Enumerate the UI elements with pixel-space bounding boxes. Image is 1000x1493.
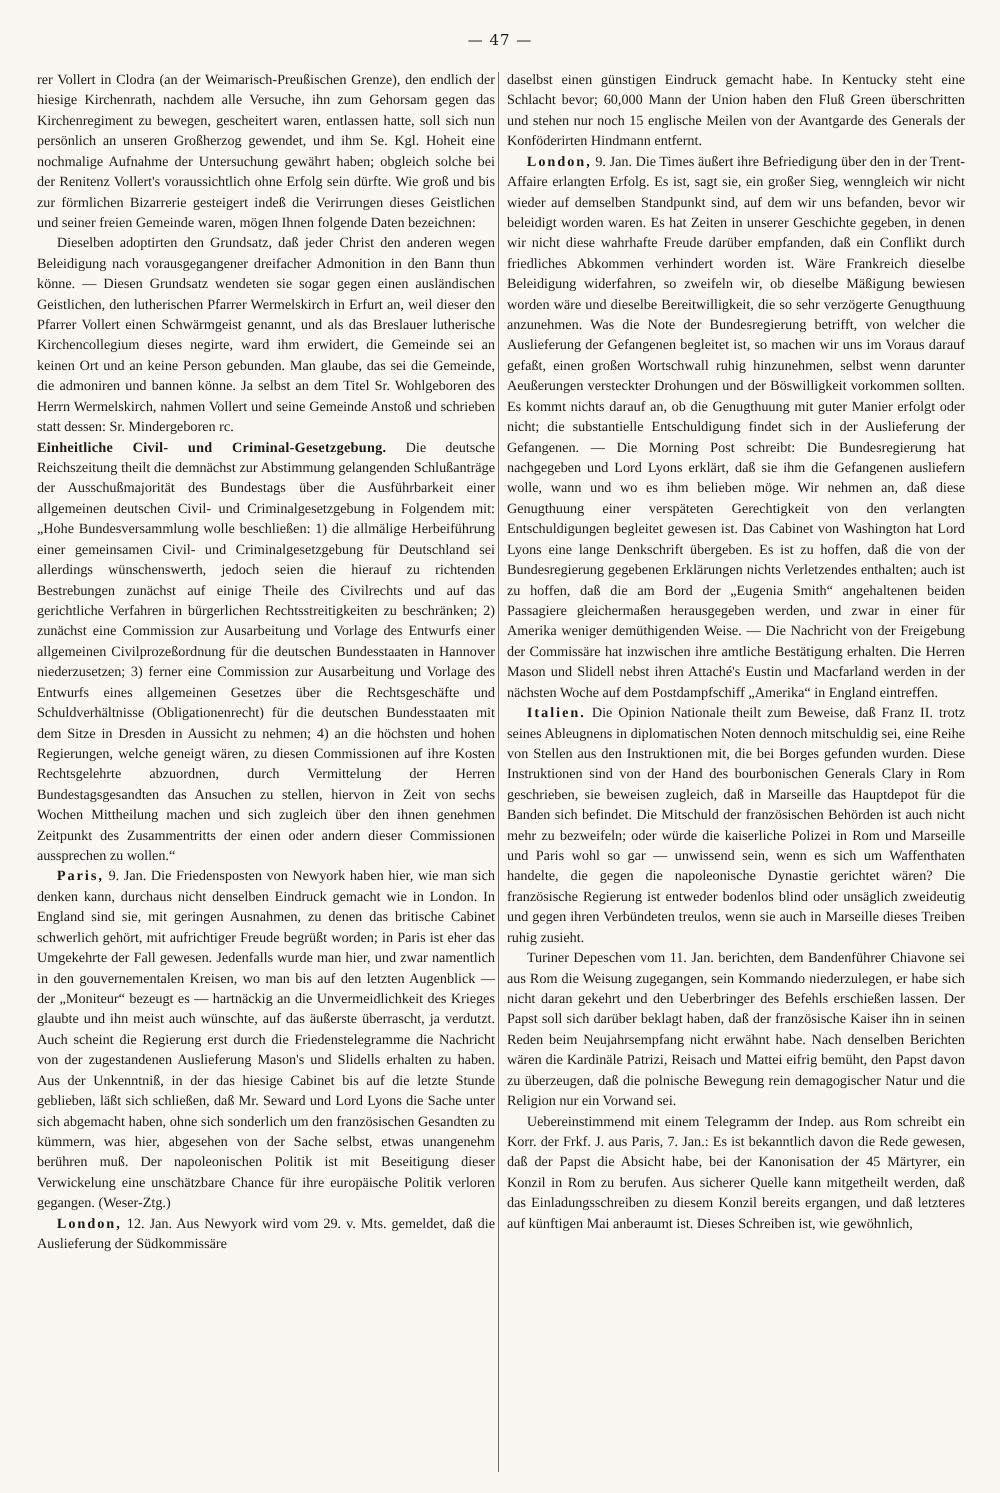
dateline-paragraph-london: London, 12. Jan. Aus Newyork wird vom 29. v. Mts. gemeldet, daß die Auslieferung der Südkommissäre [37, 1215, 495, 1253]
dateline-london: London, [56, 1215, 122, 1232]
left-column [37, 70, 495, 1480]
section-heading-paragraph: Italien. Die Opinion Nationale theilt zum Beweise, daß Franz II. trotz seines Ableugnens in diplomatischen Noten dennoch mitschuldig sei, eine Reihe von Stellen aus den Instruktionen mit, die bei Borges gefunden wurden. Diese Instruktionen sind von der Hand des bourbonischen Generals Clary in Rom geschrieben, sie beweisen zugleich, daß in Marseille das Hauptdepot für die Banden sich befindet. Die Mitschuld der französischen Behörden ist auch nicht mehr zu bezweifeln; oder würde die kaiserliche Polizei in Rom und Marseille und Paris wohl so gar — unwissend sein, wenn es sich um Waffenthaten handelte, die gegen die napoleonische Dynastie gerichtet wären? Die französische Regierung ist entweder bodenlos blind oder unsäglich zweideutig und gegen ihren Verbündeten treulos, wenn sie auch in Marseille dieses Treiben ruhig zusieht. [507, 705, 965, 946]
dateline-paragraph-paris: Paris, 9. Jan. Die Friedensposten von Newyork haben hier, wie man sich denken kann, durchaus nicht denselben Eindruck gemacht wie in London. In England sind sie, mit geringen Ausnahmen, zu denen das britische Cabinet schwerlich gehört, mit aufrichtiger Freude begrüßt worden; in Paris ist eher das Umgekehrte der Fall gewesen. Jedenfalls wurde man hier, und zwar namentlich in den gouvernementalen Kreisen, wo man bis auf den letzten Augenblick — der „Moniteur“ bezeugt es — hartnäckig an die Unvermeidlichkeit des Krieges glaubte und ihn meist auch wünschte, auf das äußerste überrascht, ja verdutzt. Auch scheint die Regierung erst durch die Friedenstelegramme die Nachricht von der zugestandenen Auslieferung Mason's und Slidells erhalten zu haben. Aus der Unkenntniß, in der das hiesige Cabinet bis auf die letzte Stunde geblieben, läßt sich schließen, daß Mr. Seward und Lord Lyons die Sache unter sich abgemacht haben, ohne sich sonderlich um den französischen Gesandten zu kümmern, was hier, abgesehen von der Sache selbst, etwas unangenehm berühren muß. Der napoleonischen Politik ist mit Beseitigung dieser Verwickelung eine unschätzbare Chance für ihre europäische Politik verloren gegangen. (Weser-Ztg.) [37, 868, 495, 1212]
right-column [507, 70, 965, 1480]
dateline-paris: Paris, [56, 868, 104, 885]
section-heading: Einheitliche Civil- und Criminal-Gesetzgebung. [37, 439, 387, 456]
article-paragraph: Turiner Depeschen vom 11. Jan. berichten, dem Bandenführer Chiavone sei aus Rom die Weisung zugegangen, sein Kommando niederzulegen, er habe sich nicht daran gekehrt und den Ueberbringer des Befehls erschießen lassen. Der Papst soll sich darüber beklagt haben, daß der französische Kaiser ihn in seinen Reden beim Neujahrsempfang nicht erwähnt habe. Nach denselben Berichten wären die Kardinäle Patrizi, Reisach und Mattei eifrig bemüht, den Papst davon zu überzeugen, daß die polnische Bewegung rein demagogischer Natur und die Religion nur ein Vorwand sei. [507, 950, 965, 1110]
column-divider [498, 72, 499, 1472]
article-paragraph: Uebereinstimmend mit einem Telegramm der Indep. aus Rom schreibt ein Korr. der Frkf. J. aus Paris, 7. Jan.: Es ist bekanntlich davon die Rede gewesen, daß der Papst die Absicht habe, bei der Kanonisation der 45 Märtyrer, ein Konzil in Rom zu berufen. Aus sicherer Quelle kann mitgetheilt werden, daß das Einladungsschreiben zu diesem Konzil bereits ergangen, und daß letzteres auf künftigen Mai anberaumt ist. Dieses Schreiben ist, wie gewöhnlich, [507, 1113, 965, 1232]
section-heading-italien: Italien. [526, 705, 586, 722]
article-paragraph: daselbst einen günstigen Eindruck gemacht habe. In Kentucky steht eine Schlacht bevor; 60,000 Mann der Union haben den Fluß Green überschritten und stehen nur noch 15 englische Meilen von der Avantgarde des Generals der Konföderirten Hindmann entfernt. [507, 72, 965, 150]
page-number: — 47 — [467, 31, 533, 49]
article-paragraph: rer Vollert in Clodra (an der Weimarisch-Preußischen Grenze), den endlich der hiesige Kirchenrath, nachdem alle Versuche, ihn zum Gehorsam gegen das Kirchenregiment zu bewegen, gescheitert waren, entlassen hatte, soll sich nun persönlich an unseren Großherzog gewendet, und ihm Se. Kgl. Hoheit eine nochmalige Aufnahme der Untersuchung gewährt haben; obgleich solche bei der Renitenz Vollert's voraussichtlich ohne Erfolg sein dürfte. Wie groß und bis zur förmlichen Bizarrerie gesteigert indeß die Verirrungen dieses Geistlichen und seiner freien Gemeinde waren, mögen Ihnen folgende Daten bezeichnen: [37, 72, 495, 231]
dateline-london: London, [526, 153, 592, 170]
article-paragraph: Dieselben adoptirten den Grundsatz, daß jeder Christ den anderen wegen Beleidigung nach vorausgegangener dreifacher Admonition in den Bann thun könne. — Diesen Grundsatz wendeten sie sogar gegen einen ausländischen Geistlichen, den lutherischen Pfarrer Wermelskirch in Erfurt an, weil dieser den Pfarrer Vollert einen Schwärmgeist genannt, und als das Breslauer lutherische Kirchencollegium dieses negirte, ward ihm erwidert, die Gemeinde sei an keinen Ort und an keine Person gebunden. Man glaube, das sei die Gemeinde, die admoniren und bannen könne. Ja selbst an dem Titel Sr. Wohlgeboren des Herrn Wermelskirch, nahmen Vollert und seine Gemeinde Anstoß und schrieben statt dessen: Sr. Mindergeboren rc. [37, 235, 495, 436]
dateline-paragraph-london: London, 9. Jan. Die Times äußert ihre Befriedigung über den in der Trent-Affaire erlangten Erfolg. Es ist, sagt sie, ein großer Sieg, wenngleich wir nicht wieder auf demselben Standpunkt sind, auf dem wir uns befanden, bevor wir beleidigt worden waren. Es hat Zeiten in unserer Geschichte gegeben, in denen wir nicht diese wahrhafte Freude darüber empfanden, daß ein Conflikt durch friedliches Abkommen verhindert worden ist. Wäre Frankreich dieselbe Beleidigung widerfahren, so zweifeln wir, ob dieselbe Mäßigung bewiesen worden wäre und dieselbe Bereitwilligkeit, die so sehr verzögerte Genugthuung anzunehmen. Was die Note der Bundesregierung betrifft, von welcher die Auslieferung der Gefangenen begleitet ist, so machen wir uns im Voraus darauf gefaßt, einen großen Wortschwall ruhig hinzunehmen, selbst wenn darunter Aeußerungen versteckter Drohungen und der Böswilligkeit vorkommen sollten. Es kommt nichts darauf an, ob die Genugthuung mit guter Manier erfolgt oder nicht; die substantielle Entschuldigung findet sich in der Auslieferung der Gefangenen. — Die Morning Post schreibt: Die Bundesregierung hat nachgegeben und Lord Lyons erklärt, daß sie ihm die Gefangenen ausliefern wolle, wann und wo es ihm belieben möge. Wir nehmen an, daß diese Genugthuung einer verspäteten Gerechtigkeit von den verlangten Entschuldigungen begleitet gewesen ist. Das Cabinet von Washington hat Lord Lyons eine lange Denkschrift übergeben. Es ist zu hoffen, daß die von der Bundesregierung gegebenen Erklärungen nichts Verletzendes enthalten; auch ist zu hoffen, daß die am Bord der „Eugenia Smith“ angehaltenen beiden Passagiere gleichermaßen herausgegeben werden, und zwar in einer für Amerika weniger demüthigenden Weise. — Die Nachricht von der Freigebung der Commissäre hat inzwischen ihre amtliche Bestätigung erhalten. Die Herren Mason und Slidell nebst ihren Attaché's Eustin und Macfarland werden in der nächsten Woche auf dem Postdampfschiff „Amerika“ in England eintreffen. [507, 153, 965, 701]
section-heading-paragraph: Einheitliche Civil- und Criminal-Gesetzgebung. Die deutsche Reichszeitung theilt die demnächst zur Abstimmung gelangenden Schlußanträge der Ausschußmajorität des Bundestags über die Ausführbarkeit einer allgemeinen deutschen Civil- und Criminalgesetzgebung in Folgendem mit: „Hohe Bundesversammlung wolle beschließen: 1) die allmälige Herbeiführung einer gemeinsamen Civil- und Criminalgesetzgebung für Deutschland sei allerdings wünschenswerth, jedoch seien die hierauf zu richtenden Bestrebungen zunächst auf einige Theile des Civilrechts und auf das gerichtliche Verfahren in bürgerlichen Rechtsstreitigkeiten zu beschränken; 2) zunächst eine Commission zur Ausarbeitung und Vorlage des Entwurfs einer allgemeinen Civilprozeßordnung für die deutschen Bundesstaaten in Hannover niederzusetzen; 3) ferner eine Commission zur Ausarbeitung und Vorlage des Entwurfs eines allgemeinen Gesetzes über die Rechtsgeschäfte und Schuldverhältnisse (Obligationenrecht) für die deutschen Bundesstaaten mit dem Sitze in Dresden in Aussicht zu nehmen; 4) an die höchsten und hohen Regierungen, welche geneigt wären, zu diesen Commissionen auf ihre Kosten Rechtsgelehrte abzuordnen, durch Vermittelung der Herren Bundestagsgesandten das Ansuchen zu stellen, hiervon in Zeit von sechs Wochen Mittheilung machen und sich zugleich über den ihnen genehmen Zeitpunkt des Zusammentritts der einen oder andern dieser Commissionen aussprechen zu wollen.“ [37, 439, 495, 865]
